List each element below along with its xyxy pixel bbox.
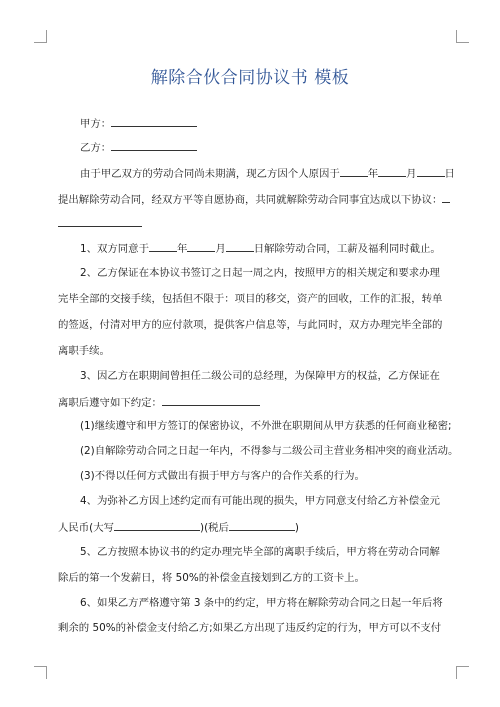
year-blank[interactable]	[340, 165, 368, 177]
clause-3-item-1: (1)继续遵守和甲方签订的保密协议，不外泄在职期间从甲方获悉的任何商业秘密;	[80, 420, 452, 432]
crop-mark-bottom-right	[456, 666, 469, 679]
crop-mark-top-right	[456, 30, 469, 43]
clause-2-line-2: 完毕全部的交接手续，包括但不限于：项目的移交，资产的回收，工作的汇报，转单	[58, 293, 443, 305]
intro-line-1: 由于甲乙双方的劳动合同尚未期满，现乙方因个人原因于 年 月 日	[80, 165, 455, 181]
clause-2-line-4: 离职手续。	[58, 345, 110, 357]
clause-4-line-2: 人民币(大写 )(税后 )	[58, 519, 299, 535]
clause-6-line-2: 剩余的 50%的补偿金支付给乙方;如果乙方出现了违反约定的行为，甲方可以不支付	[58, 622, 442, 634]
crop-mark-bottom-left	[34, 666, 47, 679]
clause-6-line-1: 6、如果乙方严格遵守第 3 条中的约定，甲方将在解除劳动合同之日起一年后将	[80, 597, 443, 609]
clause-3-line-2: 离职后遵守如下约定：	[58, 394, 260, 410]
party-a-line	[80, 115, 197, 131]
after-tax-blank[interactable]	[229, 519, 295, 531]
document-title: 解除合伙合同协议书 模板	[150, 68, 350, 88]
clause-1: 1、双方同意于 年 月 日解除劳动合同，工薪及福利同时截止。	[80, 240, 441, 256]
party-a-label: 甲方：	[80, 118, 112, 130]
crop-mark-top-left	[34, 30, 47, 43]
clause-2-line-1: 2、乙方保证在本协议书签订之日起一周之内，按照甲方的相关规定和要求办理	[80, 267, 440, 279]
clause1-day-blank[interactable]	[226, 240, 254, 252]
clause-4-line-1: 4、为弥补乙方因上述约定而有可能出现的损失，甲方同意支付给乙方补偿金元	[80, 495, 440, 507]
clause1-year-blank[interactable]	[149, 240, 177, 252]
amount-in-words-blank[interactable]	[114, 519, 200, 531]
clause-2-line-3: 的签返，付清对甲方的应付款项，提供客户信息等，与此同时，双方办理完毕全部的	[58, 319, 443, 331]
clause3-blank[interactable]	[162, 394, 260, 406]
intro-line-2: 提出解除劳动合同，经双方平等自愿协商，共同就解除劳动合同事宜达成以下协议：	[58, 191, 450, 207]
clause-3-line-1: 3、因乙方在职期间曾担任二级公司的总经理，为保障甲方的权益，乙方保证在	[80, 370, 440, 382]
clause1-month-blank[interactable]	[187, 240, 215, 252]
clause-5-line-1: 5、乙方按照本协议书的约定办理完毕全部的离职手续后，甲方将在劳动合同解	[80, 546, 440, 558]
clause-5-line-2: 除后的第一个发薪日，将 50%的补偿金直接划到乙方的工资卡上。	[58, 572, 365, 584]
party-b-blank[interactable]	[111, 139, 197, 151]
intro-blank-continued[interactable]	[58, 215, 142, 227]
intro-blank-end[interactable]	[442, 191, 450, 203]
party-a-blank[interactable]	[111, 115, 197, 127]
party-b-line	[80, 139, 197, 155]
intro-line-3	[58, 215, 142, 231]
day-blank[interactable]	[417, 165, 445, 177]
clause-3-item-2: (2)自解除劳动合同之日起一年内，不得参与二级公司主营业务相冲突的商业活动。	[80, 445, 459, 457]
month-blank[interactable]	[378, 165, 406, 177]
clause-3-item-3: (3)不得以任何方式做出有损于甲方与客户的合作关系的行为。	[80, 470, 365, 482]
party-b-label: 乙方：	[80, 142, 112, 154]
